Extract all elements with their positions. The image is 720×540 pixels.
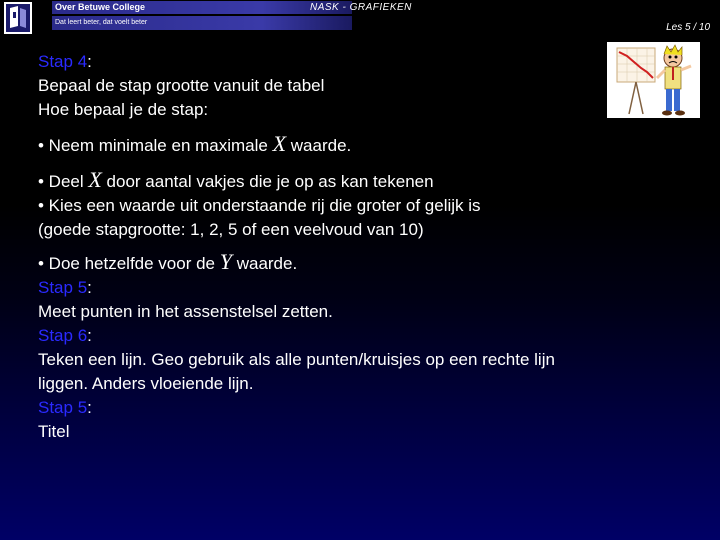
header-bar xyxy=(0,0,720,38)
bullet-text: • Deel xyxy=(38,172,89,191)
variable-y: Y xyxy=(219,249,232,274)
step6-line1: Teken een lijn. Geo gebruik als alle punten/kruisjes op een rechte lijn xyxy=(38,350,555,369)
bullet-choose-cont: (goede stapgrootte: 1, 2, 5 of een veelvoud van 10) xyxy=(38,220,424,239)
step-label: Stap 6 xyxy=(38,326,88,345)
college-tagline: Dat leert beter, dat voelt beter xyxy=(52,16,352,30)
step6-line2: liggen. Anders vloeiende lijn. xyxy=(38,374,254,393)
college-name: Over Betuwe College xyxy=(52,1,352,14)
bullet-text: • Neem minimale en maximale xyxy=(38,136,273,155)
step4-heading xyxy=(38,50,688,74)
step5-heading xyxy=(38,276,688,300)
variable-x: X xyxy=(88,167,102,192)
step-label: Stap 5 xyxy=(38,278,88,297)
page-indicator: Les 5 / 10 xyxy=(666,22,710,33)
step4-line1: Bepaal de stap grootte vanuit de tabel xyxy=(38,76,325,95)
slide-subject: NASK - GRAFIEKEN xyxy=(310,2,412,13)
bullet-min-max xyxy=(38,132,688,158)
bullet-text: • Doe hetzelfde voor de xyxy=(38,254,220,273)
bullet-text: door aantal vakjes die je op as kan tekenen xyxy=(101,172,434,191)
bullet-divide xyxy=(38,168,688,194)
step4-line2: Hoe bepaal je de stap: xyxy=(38,100,209,119)
step6-heading xyxy=(38,324,688,348)
college-logo-icon xyxy=(4,2,32,34)
step-label: Stap 4 xyxy=(38,52,88,71)
step-label: Stap 5 xyxy=(38,398,88,417)
bullet-choose: • Kies een waarde uit onderstaande rij die groter of gelijk is xyxy=(38,196,481,215)
variable-x: X xyxy=(272,131,287,156)
bullet-y xyxy=(38,250,688,276)
slide-content xyxy=(38,50,688,444)
step5b-text: Titel xyxy=(38,422,70,441)
bullet-text: waarde. xyxy=(286,136,352,155)
bullet-text: waarde. xyxy=(231,254,298,273)
colon: : xyxy=(87,278,92,297)
colon: : xyxy=(87,52,92,71)
step5-text: Meet punten in het assenstelsel zetten. xyxy=(38,302,333,321)
step5b-heading xyxy=(38,396,688,420)
colon: : xyxy=(87,398,92,417)
colon: : xyxy=(87,326,92,345)
